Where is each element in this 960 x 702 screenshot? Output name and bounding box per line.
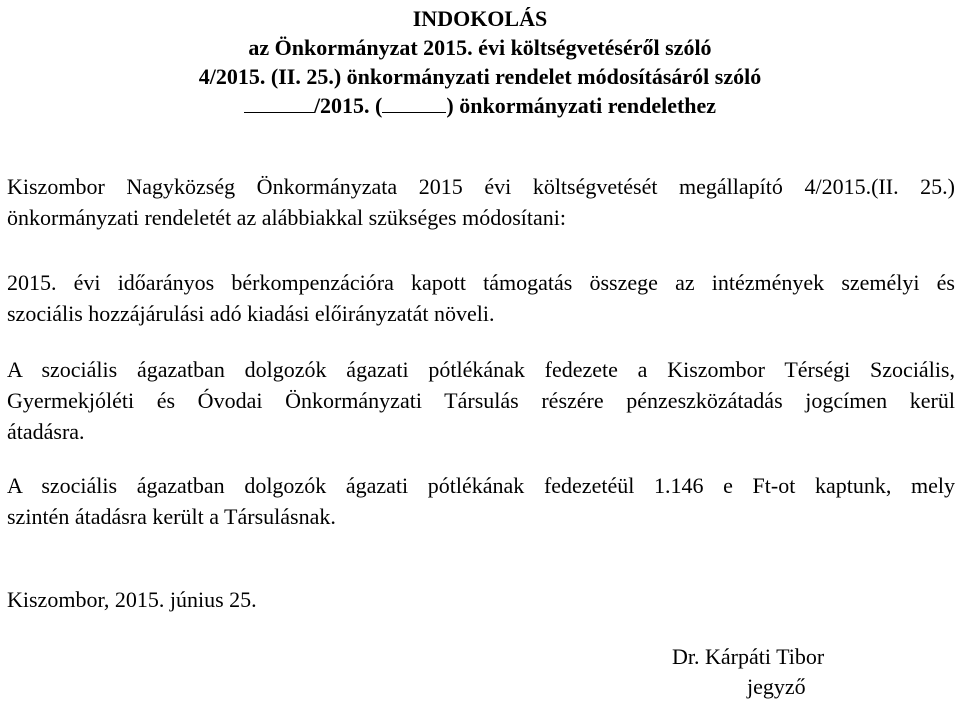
paragraph-line: átadásra. — [7, 419, 85, 444]
blank-line-2 — [382, 92, 446, 113]
paragraph-intro — [7, 171, 955, 233]
paragraph-wage-compensation — [7, 267, 955, 329]
paragraph-line: 2015. évi időarányos bérkompenzációra kapott támogatás összege az intézmények személyi és — [7, 270, 955, 295]
date-line: Kiszombor, 2015. június 25. — [7, 587, 257, 612]
paragraph-line: Kiszombor Nagyközség Önkormányzata 2015 évi költségvetését megállapító 4/2015.(II. 25.) — [7, 174, 955, 199]
header-line-4-part-b: ) önkormányzati rendelethez — [446, 93, 717, 118]
header-line-4-part-a: /2015. ( — [313, 93, 383, 118]
paragraph-funding — [7, 470, 955, 532]
signatory-role: jegyző — [747, 674, 806, 699]
signatory-name: Dr. Kárpáti Tibor — [672, 644, 825, 669]
paragraph-line: A szociális ágazatban dolgozók ágazati pótlékának fedezetéül 1.146 e Ft-ot kaptunk, mely — [7, 473, 955, 498]
blank-line-1 — [244, 92, 314, 113]
paragraph-line: A szociális ágazatban dolgozók ágazati pótlékának fedezete a Kiszombor Térségi Szociális, — [7, 357, 955, 382]
paragraph-line: Gyermekjóléti és Óvodai Önkormányzati Társulás részére pénzeszközátadás jogcímen kerül — [7, 388, 955, 413]
document-title: INDOKOLÁS — [412, 6, 548, 31]
document-header — [0, 4, 960, 120]
header-line-2: az Önkormányzat 2015. évi költségvetéséről szóló — [248, 35, 712, 60]
header-line-4 — [0, 91, 960, 120]
paragraph-social-sector — [7, 354, 955, 447]
place-and-date — [7, 584, 955, 615]
paragraph-line: önkormányzati rendeletét az alábbiakkal szükséges módosítani: — [7, 205, 566, 230]
header-line-3: 4/2015. (II. 25.) önkormányzati rendelet módosításáról szóló — [198, 64, 762, 89]
signature-block — [672, 642, 852, 702]
paragraph-line: szociális hozzájárulási adó kiadási előirányzatát növeli. — [7, 301, 495, 326]
paragraph-line: szintén átadásra került a Társulásnak. — [7, 504, 336, 529]
